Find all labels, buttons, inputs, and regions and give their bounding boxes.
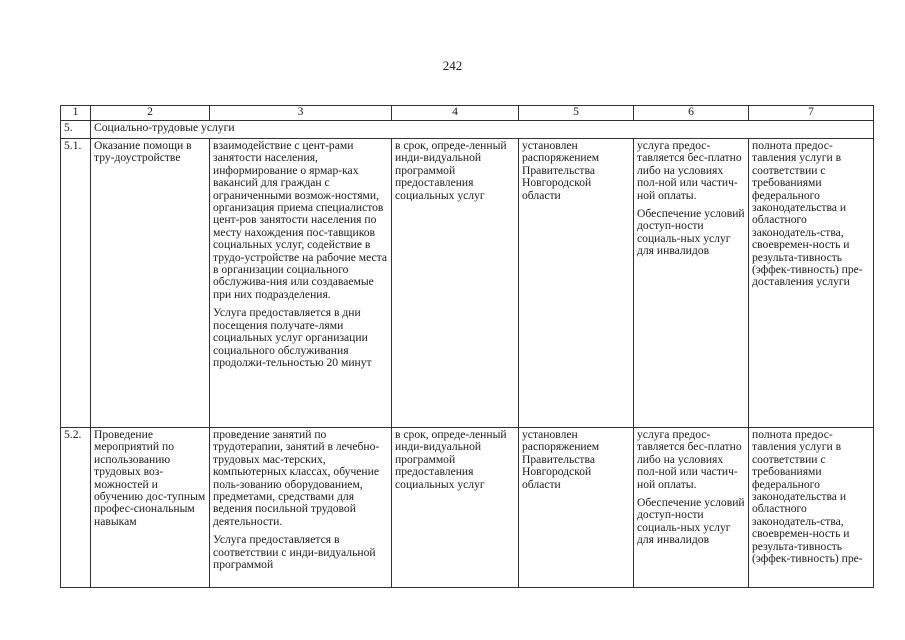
condition-paragraph: услуга предос-тавляется бес-платно либо на условиях пол-ной или частич-ной оплаты. xyxy=(637,428,742,491)
services-table xyxy=(60,105,874,588)
service-condition xyxy=(634,428,749,588)
header-cell: 1 xyxy=(61,106,91,121)
condition-paragraph: Обеспечение условий доступ-ности социаль-ных услуг для инвалидов xyxy=(637,207,745,258)
header-cell: 5 xyxy=(519,106,634,121)
table-row xyxy=(61,139,874,428)
content-paragraph: Услуга предоставляется в соответствии с инди-видуальной программой xyxy=(213,533,376,572)
header-cell: 4 xyxy=(392,106,519,121)
service-term: в срок, опреде-ленный инди-видуальной программой предоставления социальных услуг xyxy=(392,139,519,428)
condition-paragraph: Обеспечение условий доступ-ности социаль-ных услуг для инвалидов xyxy=(637,496,745,547)
header-cell: 3 xyxy=(210,106,392,121)
header-cell: 6 xyxy=(634,106,749,121)
service-condition xyxy=(634,139,749,428)
service-basis: установлен распоряжением Правительства Новгородской области xyxy=(519,428,634,588)
service-basis: установлен распоряжением Правительства Новгородской области xyxy=(519,139,634,428)
service-quality: полнота предос-тавления услуги в соответствии с требованиями федерального законодательства и областного законодатель-ства, своевремен-ность и результа-тивность (эффек-тивность) пре- xyxy=(749,428,874,588)
section-row xyxy=(61,121,874,139)
header-cell: 7 xyxy=(749,106,874,121)
content-paragraph: проведение занятий по трудотерапии, занятий в лечебно-трудовых мас-терских, компьютерных классах, обучение поль-зованию оборудованием, предметами, средствами для ведения посильной трудовой деятельности. xyxy=(213,428,380,528)
header-cell: 2 xyxy=(91,106,210,121)
service-number: 5.1. xyxy=(61,139,91,428)
section-title: Социально-трудовые услуги xyxy=(91,121,874,139)
service-term: в срок, опреде-ленный инди-видуальной программой предоставления социальных услуг xyxy=(392,428,519,588)
service-quality: полнота предос-тавления услуги в соответствии с требованиями федерального законодательства и областного законодатель-ства, своевремен-ность и результа-тивность (эффек-тивность) пре-доставления услуги xyxy=(749,139,874,428)
content-paragraph: взаимодействие с цент-рами занятости населения, информирование о ярмар-ках вакансий для граждан с ограниченными возмож-ностями, организация приема специалистов цент-ров занятости населения по месту нахождения пос-тавщиков социальных услуг, содействие в трудо-устройстве на рабочие места в организации социального обслужива-ния или создаваемые при них подразделения. xyxy=(213,139,388,301)
service-number: 5.2. xyxy=(61,428,91,588)
section-number: 5. xyxy=(61,121,91,139)
service-content xyxy=(210,139,392,428)
table-header-row xyxy=(61,106,874,121)
service-name: Проведение мероприятий по использованию трудовых воз-можностей и обучению дос-тупным профес-сиональным навыкам xyxy=(91,428,210,588)
service-name: Оказание помощи в тру-доустройстве xyxy=(91,139,210,428)
page-number: 242 xyxy=(442,58,463,73)
table-row xyxy=(61,428,874,588)
condition-paragraph: услуга предос-тавляется бес-платно либо на условиях пол-ной или частич-ной оплаты. xyxy=(637,139,742,202)
service-content xyxy=(210,428,392,588)
content-paragraph: Услуга предоставляется в дни посещения получате-лями социальных услуг организации социального обслуживания продолжи-тельностью 20 минут xyxy=(213,306,372,369)
